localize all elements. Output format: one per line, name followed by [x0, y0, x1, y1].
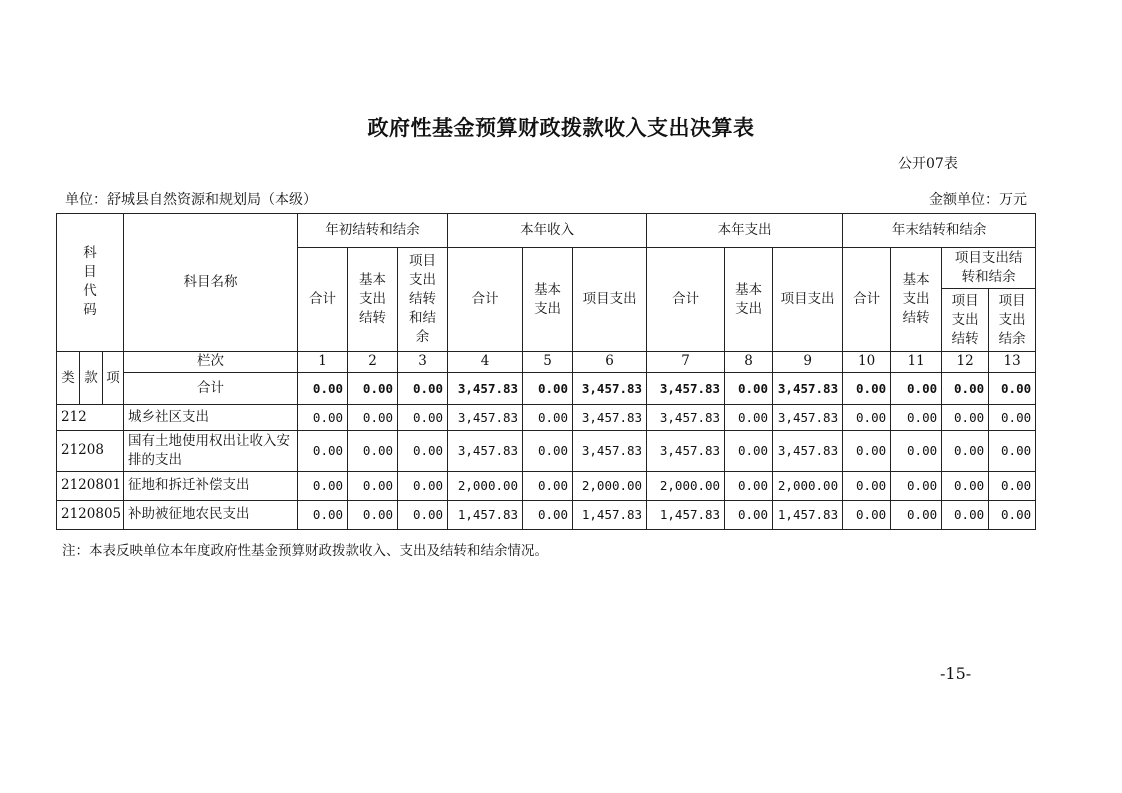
column-number: 1	[298, 351, 348, 372]
value-cell: 0.00	[942, 431, 989, 471]
total-cell: 0.00	[843, 372, 891, 404]
close-project-surplus-header: 项目支出结余	[989, 289, 1036, 351]
group-expense-header: 本年支出	[647, 214, 843, 248]
value-cell: 0.00	[523, 471, 573, 500]
subject-code: 2120801	[57, 471, 124, 500]
value-cell: 2,000.00	[448, 471, 523, 500]
value-cell: 1,457.83	[773, 500, 843, 529]
value-cell: 0.00	[843, 431, 891, 471]
value-cell: 0.00	[891, 500, 942, 529]
value-cell: 1,457.83	[573, 500, 647, 529]
value-cell: 0.00	[398, 471, 448, 500]
value-cell: 0.00	[989, 500, 1036, 529]
column-number: 10	[843, 351, 891, 372]
open-total-header: 合计	[298, 248, 348, 352]
column-number: 6	[573, 351, 647, 372]
total-cell: 0.00	[523, 372, 573, 404]
column-number: 8	[725, 351, 773, 372]
total-cell: 0.00	[942, 372, 989, 404]
subject-name: 城乡社区支出	[124, 405, 298, 431]
value-cell: 1,457.83	[647, 500, 725, 529]
value-cell: 3,457.83	[448, 431, 523, 471]
value-cell: 0.00	[348, 405, 398, 431]
subject-code: 212	[57, 405, 124, 431]
value-cell: 0.00	[398, 431, 448, 471]
column-number: 9	[773, 351, 843, 372]
value-cell: 0.00	[989, 471, 1036, 500]
value-cell: 0.00	[725, 405, 773, 431]
total-cell: 0.00	[348, 372, 398, 404]
value-cell: 0.00	[843, 500, 891, 529]
table-row	[57, 500, 1036, 529]
column-number: 4	[448, 351, 523, 372]
value-cell: 1,457.83	[448, 500, 523, 529]
value-cell: 0.00	[942, 500, 989, 529]
value-cell: 0.00	[891, 471, 942, 500]
table-note: 注：本表反映单位本年度政府性基金预算财政拨款收入、支出及结转和结余情况。	[62, 543, 548, 559]
column-number: 3	[398, 351, 448, 372]
table-number: 公开07表	[898, 156, 958, 172]
total-cell: 0.00	[989, 372, 1036, 404]
value-cell: 0.00	[725, 471, 773, 500]
total-cell: 3,457.83	[573, 372, 647, 404]
subject-name-header: 科目名称	[124, 214, 298, 352]
value-cell: 2,000.00	[773, 471, 843, 500]
expense-total-header: 合计	[647, 248, 725, 352]
expense-project-header: 项目支出	[773, 248, 843, 352]
total-cell: 0.00	[398, 372, 448, 404]
reporting-unit: 单位：舒城县自然资源和规划局（本级）	[65, 192, 317, 208]
subject-code: 2120805	[57, 500, 124, 529]
total-label: 合计	[124, 372, 298, 404]
column-number: 5	[523, 351, 573, 372]
income-total-header: 合计	[448, 248, 523, 352]
subject-name: 补助被征地农民支出	[124, 500, 298, 529]
value-cell: 3,457.83	[448, 405, 523, 431]
value-cell: 0.00	[523, 500, 573, 529]
value-cell: 3,457.83	[573, 405, 647, 431]
value-cell: 0.00	[891, 431, 942, 471]
xiang-label: 项	[103, 351, 124, 404]
income-project-header: 项目支出	[573, 248, 647, 352]
value-cell: 3,457.83	[647, 431, 725, 471]
page-number: -15-	[940, 664, 972, 683]
amount-unit: 金额单位：万元	[929, 192, 1027, 208]
value-cell: 0.00	[523, 431, 573, 471]
value-cell: 0.00	[725, 431, 773, 471]
report-title: 政府性基金预算财政拨款收入支出决算表	[367, 115, 755, 140]
value-cell: 0.00	[398, 405, 448, 431]
table-row	[57, 471, 1036, 500]
value-cell: 0.00	[348, 471, 398, 500]
subject-name: 征地和拆迁补偿支出	[124, 471, 298, 500]
column-number: 7	[647, 351, 725, 372]
close-total-header: 合计	[843, 248, 891, 352]
value-cell: 0.00	[989, 431, 1036, 471]
total-cell: 0.00	[891, 372, 942, 404]
column-number: 11	[891, 351, 942, 372]
value-cell: 0.00	[891, 405, 942, 431]
open-project-header: 项目支出结转和结余	[398, 248, 448, 352]
close-project-carry-header: 项目支出结转	[942, 289, 989, 351]
value-cell: 0.00	[523, 405, 573, 431]
value-cell: 3,457.83	[773, 405, 843, 431]
column-number: 2	[348, 351, 398, 372]
value-cell: 0.00	[398, 500, 448, 529]
value-cell: 0.00	[843, 471, 891, 500]
total-cell: 3,457.83	[448, 372, 523, 404]
value-cell: 3,457.83	[773, 431, 843, 471]
budget-table	[56, 213, 1036, 530]
close-project-group-header: 项目支出结转和结余	[942, 248, 1036, 289]
expense-basic-header: 基本支出	[725, 248, 773, 352]
value-cell: 0.00	[725, 500, 773, 529]
value-cell: 3,457.83	[647, 405, 725, 431]
total-cell: 0.00	[298, 372, 348, 404]
group-open-header: 年初结转和结余	[298, 214, 448, 248]
value-cell: 3,457.83	[573, 431, 647, 471]
total-cell: 0.00	[725, 372, 773, 404]
value-cell: 2,000.00	[573, 471, 647, 500]
value-cell: 0.00	[298, 500, 348, 529]
value-cell: 0.00	[942, 405, 989, 431]
column-number: 13	[989, 351, 1036, 372]
open-basic-header: 基本支出结转	[348, 248, 398, 352]
total-row	[57, 372, 1036, 404]
subject-code: 21208	[57, 431, 124, 471]
column-number: 12	[942, 351, 989, 372]
value-cell: 0.00	[298, 405, 348, 431]
group-close-header: 年末结转和结余	[843, 214, 1036, 248]
total-cell: 3,457.83	[647, 372, 725, 404]
table-row	[57, 405, 1036, 431]
table-row	[57, 431, 1036, 471]
subject-name: 国有土地使用权出让收入安排的支出	[124, 431, 298, 471]
value-cell: 0.00	[989, 405, 1036, 431]
value-cell: 0.00	[843, 405, 891, 431]
income-basic-header: 基本支出	[523, 248, 573, 352]
value-cell: 0.00	[298, 471, 348, 500]
value-cell: 0.00	[348, 431, 398, 471]
kuan-label: 款	[80, 351, 103, 404]
subject-code-header: 科目代码	[57, 214, 124, 352]
close-basic-header: 基本支出结转	[891, 248, 942, 352]
group-income-header: 本年收入	[448, 214, 647, 248]
total-cell: 3,457.83	[773, 372, 843, 404]
value-cell: 0.00	[942, 471, 989, 500]
column-number-row	[57, 351, 1036, 372]
value-cell: 0.00	[348, 500, 398, 529]
value-cell: 0.00	[298, 431, 348, 471]
column-label: 栏次	[124, 351, 298, 372]
lei-label: 类	[57, 351, 80, 404]
value-cell: 2,000.00	[647, 471, 725, 500]
